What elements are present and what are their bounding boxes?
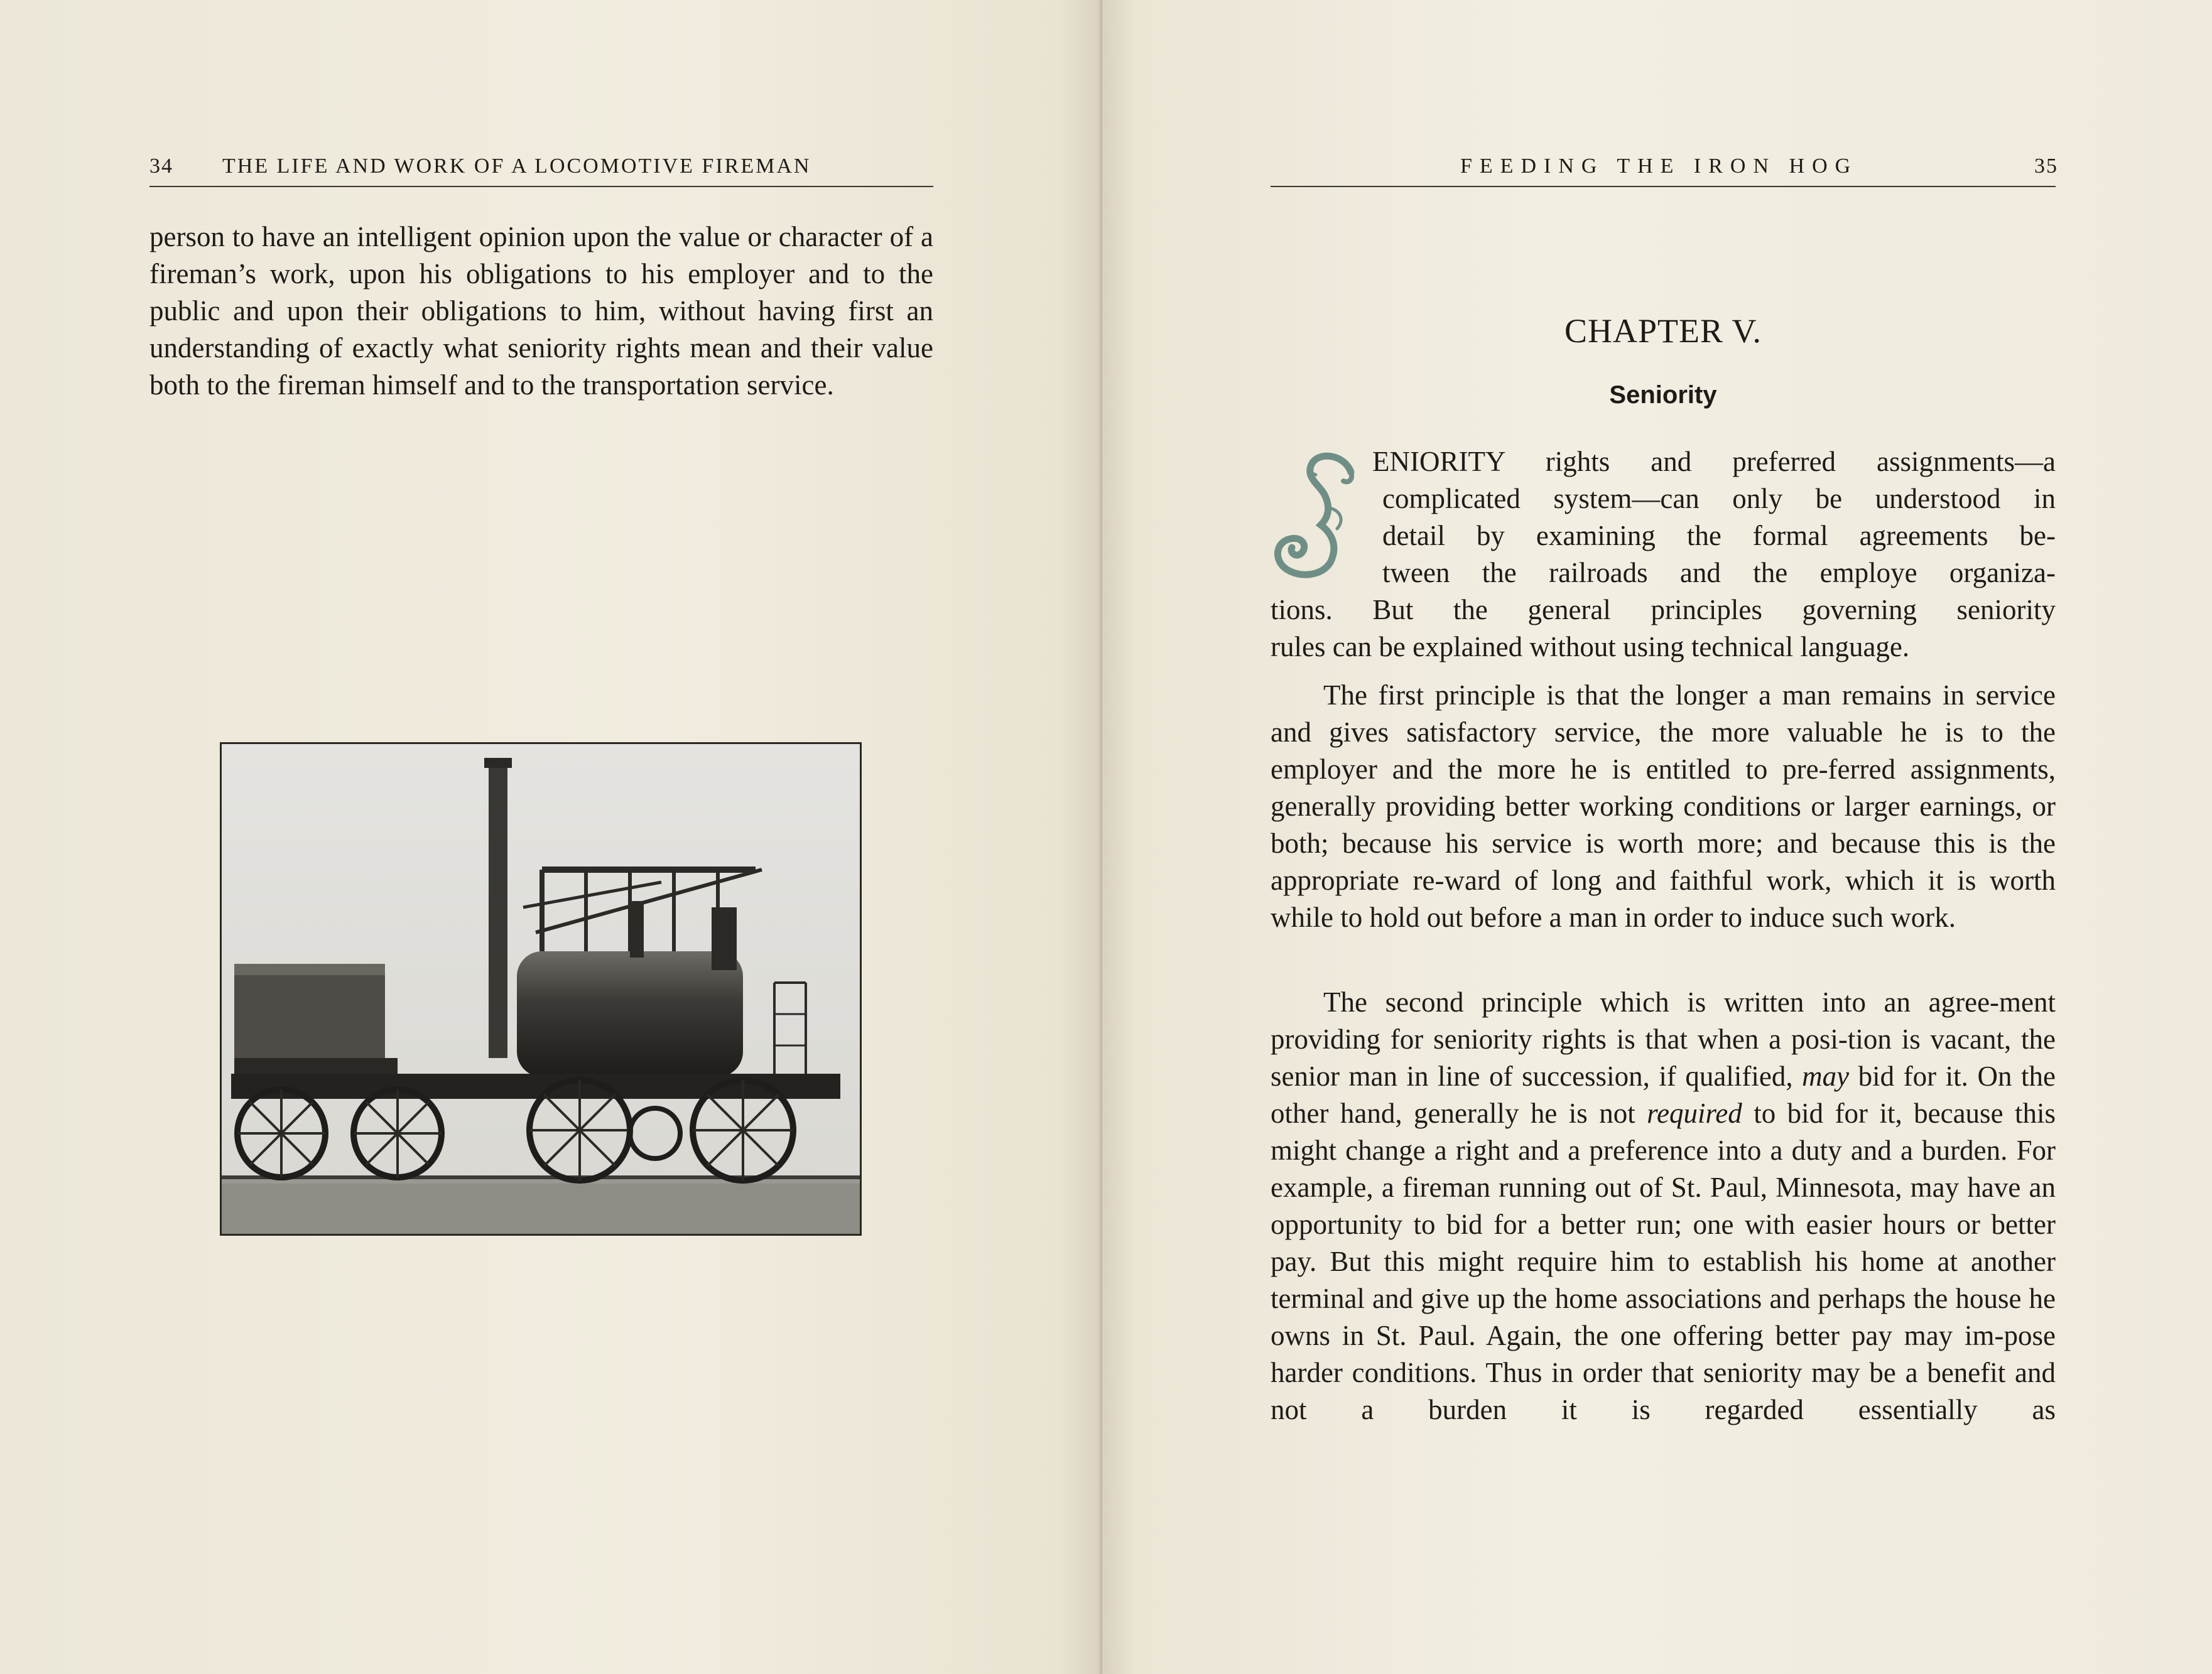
section-title: Seniority (1609, 381, 1717, 409)
first-paragraph-line: complicated system—can only be understood in (1382, 483, 2056, 514)
first-paragraph-line: rules can be explained without using technical language. (1271, 631, 1910, 662)
chapter-title: CHAPTER V. (1564, 312, 1762, 350)
body-paragraph-2: The first principle is that the longer a man remains in service and gives satisfactory service, the more valuable he is to the employer and the more he is entitled to pre-ferred assignments, generally providing better working conditions or larger earnings, or both; because his service is worth more; and because this is the appropriate re-ward of long and faithful work, which it is worth while to hold out before a man in order to induce such work. (1271, 679, 2056, 933)
right-running-title: FEEDING THE IRON HOG (1460, 154, 1858, 178)
body-paragraph-3 (1271, 984, 2056, 1428)
first-paragraph-line: tween the railroads and the employe organiza- (1382, 557, 2056, 588)
paragraph-3-text: The second principle which is written into an agree-ment providing for seniority rights is that when a posi-tion is vacant, the senior man in line of succession, if qualified, (1271, 986, 2056, 1092)
emphasis-may: may (1802, 1061, 1850, 1092)
emphasis-required: required (1647, 1098, 1742, 1129)
left-body-paragraph: person to have an intelligent opinion upon the value or character of a fireman’s work, upon his obligations to his employer and to the public and upon their obligations to him, without having first an understanding of exactly what seniority rights mean and their value both to the fireman himself and to the transportation service. (149, 221, 933, 401)
locomotive-image (222, 744, 860, 1234)
paragraph-3-text: bid for it. On the other hand, generally he is not (1271, 1061, 2056, 1129)
right-header-rule (1271, 186, 2056, 187)
decorative-drop-cap (1271, 445, 1371, 583)
left-running-title: THE LIFE AND WORK OF A LOCOMOTIVE FIREMAN (222, 154, 811, 178)
first-paragraph-line: detail by examining the formal agreements be- (1382, 520, 2056, 551)
first-paragraph-line: ENIORITY rights and preferred assignments—a (1372, 446, 2056, 477)
left-page (0, 0, 1102, 1674)
locomotive-photograph (220, 742, 862, 1236)
right-page-number: 35 (2034, 154, 2058, 178)
right-page (1102, 0, 2212, 1674)
left-header-rule (149, 186, 933, 187)
first-paragraph-line: tions. But the general principles governing seniority (1271, 594, 2056, 625)
paragraph-3-text: to bid for it, because this might change a right and a preference into a duty and a burden. For example, a fireman running out of St. Paul, Minnesota, may have an opportunity to bid for a better run; one with easier hours or better pay. But this might require him to establish his home at another terminal and give up the home associations and perhaps the house he owns in St. Paul. Again, the one offering better pay may im-pose harder conditions. Thus in order that seniority may be a benefit and not a burden it is regarded essentially as (1271, 1098, 2056, 1425)
left-page-number: 34 (149, 154, 173, 178)
